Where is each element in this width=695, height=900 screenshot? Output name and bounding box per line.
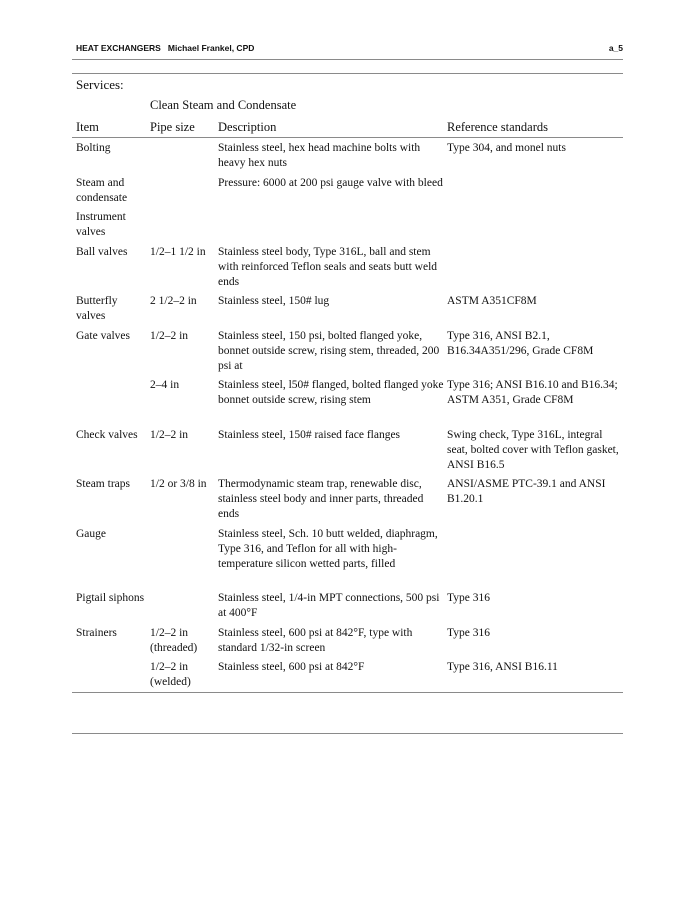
table-top-rule: [72, 73, 623, 74]
column-header-pipe-size: Pipe size: [150, 120, 195, 134]
cell-pipe-size: 1/2 or 3/8 in: [150, 478, 207, 490]
cell-reference: Type 304, and monel nuts: [447, 142, 566, 154]
cell-item: Strainers: [76, 627, 117, 639]
cell-item: Instrument valves: [76, 211, 126, 238]
column-header-reference: Reference standards: [447, 120, 548, 134]
cell-item: Ball valves: [76, 246, 128, 258]
section-title: Clean Steam and Condensate: [150, 98, 297, 112]
footer-rule: [72, 733, 623, 734]
cell-reference: Type 316, ANSI B16.11: [447, 661, 558, 673]
cell-reference: Type 316: [447, 627, 490, 639]
cell-pipe-size: 1/2–2 in (threaded): [150, 627, 198, 654]
cell-reference: Type 316, ANSI B2.1, B16.34A351/296, Grade CF8M: [447, 330, 594, 357]
cell-reference: ASTM A351CF8M: [447, 295, 537, 307]
cell-description: Stainless steel, 600 psi at 842°F, type with standard 1/32-in screen: [218, 627, 413, 654]
cell-description: Stainless steel, hex head machine bolts with heavy hex nuts: [218, 142, 421, 169]
running-title: HEAT EXCHANGERS Michael Frankel, CPD: [76, 43, 255, 53]
cell-description: Stainless steel, Sch. 10 butt welded, diaphragm, Type 316, and Teflon for all with high-temperature silicon wetted parts, filled: [218, 528, 438, 570]
cell-reference: Type 316: [447, 592, 490, 604]
cell-pipe-size: 2–4 in: [150, 379, 180, 391]
cell-description: Stainless steel, 150 psi, bolted flanged yoke, bonnet outside screw, rising stem, threaded, 200 psi at: [218, 330, 440, 372]
cell-pipe-size: 1/2–2 in: [150, 330, 189, 342]
cell-reference: Swing check, Type 316L, integral seat, bolted cover with Teflon gasket, ANSI B16.5: [447, 429, 619, 471]
cell-item: Gate valves: [76, 330, 130, 342]
cell-item: Gauge: [76, 528, 107, 540]
cell-description: Stainless steel, 1/4-in MPT connections, 500 psi at 400°F: [218, 592, 440, 619]
column-header-item: Item: [76, 120, 99, 134]
services-label: Services:: [76, 77, 124, 92]
cell-item: Steam traps: [76, 478, 130, 490]
cell-description: Pressure: 6000 at 200 psi gauge valve with bleed: [218, 177, 443, 189]
cell-item: Pigtail siphons: [76, 592, 145, 604]
cell-description: Stainless steel, 600 psi at 842°F: [218, 661, 365, 673]
cell-pipe-size: 2 1/2–2 in: [150, 295, 197, 307]
cell-description: Stainless steel, l50# flanged, bolted flanged yoke bonnet outside screw, rising stem: [218, 379, 444, 406]
cell-description: Stainless steel, 150# raised face flanges: [218, 429, 401, 441]
cell-pipe-size: 1/2–2 in (welded): [150, 661, 191, 688]
page-label: a_5: [608, 43, 623, 53]
cell-item: Bolting: [76, 142, 111, 154]
cell-item: Steam and condensate: [76, 177, 128, 204]
cell-item: Check valves: [76, 429, 138, 441]
running-header: [76, 43, 623, 57]
cell-description: Stainless steel, 150# lug: [218, 295, 330, 307]
column-header-description: Description: [218, 120, 277, 134]
header-rule: [72, 59, 623, 60]
cell-reference: ANSI/ASME PTC-39.1 and ANSI B1.20.1: [447, 478, 606, 505]
cell-reference: Type 316; ANSI B16.10 and B16.34; ASTM A351, Grade CF8M: [447, 379, 618, 406]
column-header-rule: [72, 137, 623, 138]
cell-description: Stainless steel body, Type 316L, ball and stem with reinforced Teflon seals and seats butt weld ends: [218, 246, 438, 288]
cell-pipe-size: 1/2–1 1/2 in: [150, 246, 206, 258]
cell-item: Butterfly valves: [76, 295, 118, 322]
table-bottom-rule: [72, 692, 623, 693]
cell-pipe-size: 1/2–2 in: [150, 429, 189, 441]
cell-description: Thermodynamic steam trap, renewable disc, stainless steel body and inner parts, threaded ends: [218, 478, 424, 520]
